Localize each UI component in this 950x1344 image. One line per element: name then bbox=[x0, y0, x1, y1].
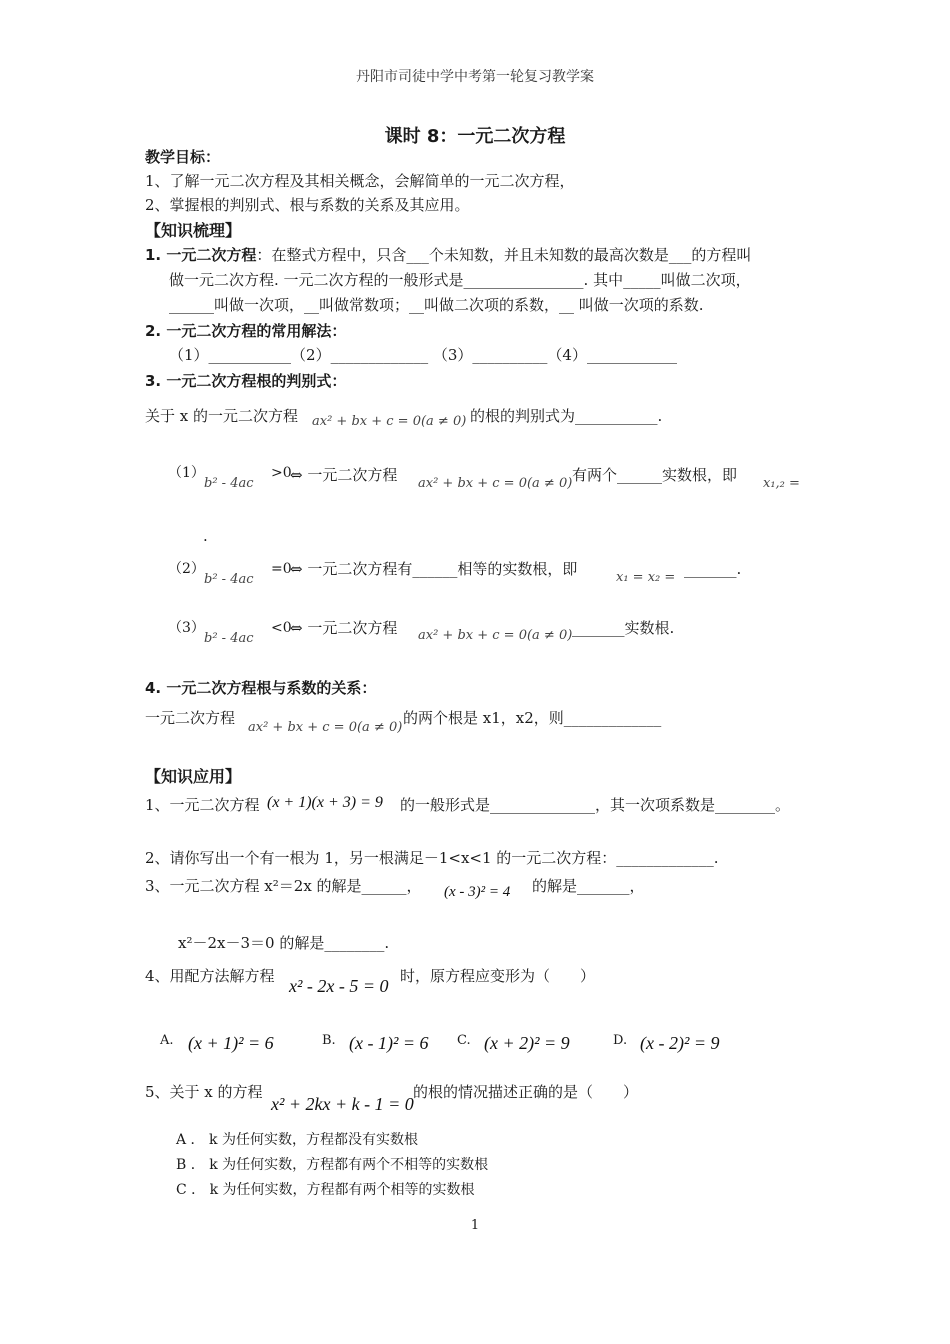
case3-number: （3） bbox=[168, 620, 205, 636]
q5-option-a[interactable]: A ． k 为任何实数，方程都没有实数根 bbox=[176, 1132, 418, 1148]
s3-intro-text: 关于 x 的一元二次方程 bbox=[145, 407, 298, 425]
s3-intro-tail: 的根的判别式为___________. bbox=[470, 407, 663, 425]
case1-equation: ax² + bx + c = 0(a ≠ 0) bbox=[418, 476, 573, 491]
q4-equation: x² - 2x - 5 = 0 bbox=[289, 976, 389, 996]
case1-tail: 有两个______实数根，即 bbox=[572, 466, 738, 484]
case1-discriminant: b² - 4ac bbox=[204, 476, 254, 491]
case2-text: ⇔ 一元二次方程有______相等的实数根，即 bbox=[290, 560, 578, 578]
case2-discriminant: b² - 4ac bbox=[204, 572, 254, 587]
page-number: 1 bbox=[470, 1218, 480, 1233]
case3-tail: _______实数根. bbox=[572, 619, 675, 637]
q4-option-a[interactable]: (x + 1)² = 6 bbox=[188, 1033, 274, 1053]
q5-equation: x² + 2kx + k - 1 = 0 bbox=[271, 1094, 414, 1114]
q3-equation: (x - 3)² = 4 bbox=[444, 884, 511, 900]
s3-label: 3. 一元二次方程根的判别式： bbox=[145, 372, 347, 390]
s2-label: 2. 一元二次方程的常用解法： bbox=[145, 322, 347, 340]
q2-text: 2、请你写出一个有一根为 1，另一根满足－1<x<1 的一元二次方程：_____________. bbox=[145, 849, 719, 867]
q4-tail: 时，原方程应变形为（ ） bbox=[400, 967, 596, 985]
s1-label: 1. 一元二次方程 bbox=[145, 246, 257, 264]
case3-discriminant: b² - 4ac bbox=[204, 631, 254, 646]
case3-operator: <0 bbox=[271, 620, 292, 636]
q5-option-c[interactable]: C ． k 为任何实数，方程都有两个相等的实数根 bbox=[176, 1182, 475, 1198]
s3-intro-equation: ax² + bx + c = 0(a ≠ 0) bbox=[312, 414, 467, 429]
case3-text: ⇔ 一元二次方程 bbox=[290, 619, 398, 637]
objective-item: 2、掌握根的判别式、根与系数的关系及其应用。 bbox=[145, 196, 470, 214]
case2-number: （2） bbox=[168, 561, 205, 577]
page-header: 丹阳市司徒中学中考第一轮复习教学案 bbox=[356, 69, 594, 85]
q4-option-letter: D. bbox=[613, 1033, 628, 1048]
case1-roots: x₁,₂ = bbox=[763, 476, 800, 491]
q1-text: 1、一元二次方程 bbox=[145, 796, 260, 814]
s1-line1 bbox=[145, 244, 751, 266]
case1-dot: . bbox=[203, 527, 208, 545]
page-title: 课时 8：一元二次方程 bbox=[384, 126, 566, 147]
q4-option-letter: B. bbox=[322, 1033, 336, 1048]
s4-text: 一元二次方程 bbox=[145, 709, 236, 727]
s1-text1: ：在整式方程中，只含___个未知数，并且未知数的最高次数是___的方程叫 bbox=[256, 246, 752, 264]
q3-text: 3、一元二次方程 x²＝2x 的解是______， bbox=[145, 877, 422, 895]
case2-operator: =0 bbox=[271, 561, 292, 577]
q5-text: 5、关于 x 的方程 bbox=[145, 1083, 263, 1101]
section-heading-application: 【知识应用】 bbox=[145, 767, 242, 786]
q4-option-d[interactable]: (x - 2)² = 9 bbox=[640, 1033, 720, 1053]
q5-option-b[interactable]: B ． k 为任何实数，方程都有两个不相等的实数根 bbox=[176, 1157, 489, 1173]
q4-option-letter: A. bbox=[160, 1033, 174, 1048]
case3-equation: ax² + bx + c = 0(a ≠ 0) bbox=[418, 628, 573, 643]
s2-methods: （1）___________（2）_____________ （3）__________（4）____________ bbox=[169, 346, 677, 364]
q3-tail: 的解是_______， bbox=[532, 877, 645, 895]
q5-tail: 的根的情况描述正确的是（ ） bbox=[413, 1083, 639, 1101]
objective-item: 1、了解一元二次方程及其相关概念，会解简单的一元二次方程， bbox=[145, 172, 575, 190]
case2-roots: x₁ = x₂ = bbox=[616, 570, 676, 585]
q3-text2: x²－2x－3＝0 的解是________. bbox=[178, 934, 390, 952]
objectives-label: 教学目标： bbox=[145, 148, 221, 166]
s4-tail: 的两个根是 x1，x2，则_____________ bbox=[403, 709, 662, 727]
q4-text: 4、用配方法解方程 bbox=[145, 967, 275, 985]
q4-option-letter: C. bbox=[457, 1033, 471, 1048]
q4-option-b[interactable]: (x - 1)² = 6 bbox=[349, 1033, 429, 1053]
case1-text: ⇔ 一元二次方程 bbox=[290, 466, 398, 484]
case1-number: （1） bbox=[168, 465, 205, 481]
s1-line3: ______叫做一次项，__叫做常数项；__叫做二次项的系数，__ 叫做一次项的系数. bbox=[169, 296, 704, 314]
q1-equation: (x + 1)(x + 3) = 9 bbox=[267, 794, 383, 811]
s4-equation: ax² + bx + c = 0(a ≠ 0) bbox=[248, 720, 403, 735]
section-heading-knowledge: 【知识梳理】 bbox=[145, 221, 242, 240]
case2-tail: _______. bbox=[684, 560, 742, 578]
q1-tail: 的一般形式是______________，其一次项系数是________。 bbox=[400, 796, 791, 814]
s4-label: 4. 一元二次方程根与系数的关系： bbox=[145, 679, 377, 697]
q4-option-c[interactable]: (x + 2)² = 9 bbox=[484, 1033, 570, 1053]
s1-line2: 做一元二次方程. 一元二次方程的一般形式是________________. 其中_____叫做二次项， bbox=[169, 271, 751, 289]
case1-operator: >0 bbox=[271, 465, 292, 481]
